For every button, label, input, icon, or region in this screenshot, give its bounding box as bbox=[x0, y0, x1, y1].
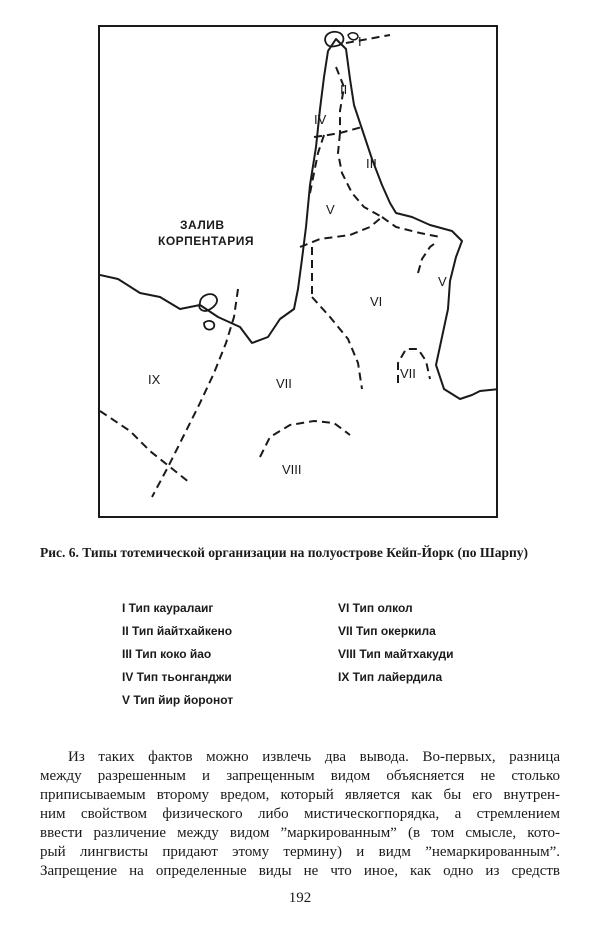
text-line: ним свойством физического либо мистическогпорядка, а стремлением bbox=[40, 806, 560, 822]
island bbox=[199, 294, 217, 311]
figure-caption: Рис. 6. Типы тотемической организации на полуострове Кейп-Йорк (по Шарпу) bbox=[40, 545, 528, 560]
boundary bbox=[338, 133, 382, 217]
boundary bbox=[260, 421, 350, 457]
region-label-IV: IV bbox=[314, 112, 327, 127]
boundary bbox=[100, 411, 190, 483]
boundary bbox=[312, 297, 362, 389]
legend-left-column bbox=[122, 597, 233, 712]
region-label-V-east: V bbox=[438, 274, 447, 289]
region-label-VII-center: VII bbox=[276, 376, 292, 391]
cape-york-map bbox=[100, 27, 498, 518]
body-paragraph bbox=[40, 748, 560, 881]
legend-item: I Тип кауралаиг bbox=[122, 601, 214, 615]
boundary bbox=[418, 241, 438, 273]
legend-item: III Тип коко йао bbox=[122, 647, 212, 661]
page-number: 192 bbox=[288, 890, 312, 906]
legend-item: IX Тип лайердила bbox=[338, 670, 443, 684]
legend-item: IV Тип тьонганджи bbox=[122, 670, 232, 684]
region-label-VIII: VIII bbox=[282, 462, 302, 477]
legend-item: II Тип йайтхайкено bbox=[122, 624, 233, 638]
island bbox=[348, 33, 358, 40]
map-figure bbox=[98, 25, 498, 518]
boundary bbox=[314, 127, 362, 137]
legend-item: VI Тип олкол bbox=[338, 601, 413, 615]
region-label-I: I bbox=[358, 34, 362, 49]
boundary bbox=[382, 217, 440, 237]
text-line: Из таких фактов можно извлечь два вывода. Во-первых, разница bbox=[68, 749, 560, 765]
gulf-label-line1: ЗАЛИВ bbox=[180, 218, 225, 232]
region-label-V-west: V bbox=[326, 202, 335, 217]
island bbox=[204, 321, 214, 330]
text-line: между разрешенным и запрещенным видом объясняется не столько bbox=[40, 768, 560, 784]
boundary bbox=[336, 67, 344, 133]
legend-right-column bbox=[338, 597, 454, 689]
legend-item: VIII Тип майтхакуди bbox=[338, 647, 454, 661]
text-line: Запрещение на определенные виды не что иное, как одно из средств bbox=[40, 863, 560, 879]
legend-item: V Тип йир йоронот bbox=[122, 693, 234, 707]
region-label-II: II bbox=[340, 82, 348, 97]
boundary bbox=[300, 217, 382, 247]
text-line: ввести различение между видом ”маркированным” (в том смысле, кото- bbox=[40, 825, 560, 841]
text-line: приписываемым второму вредом, который является как бы его внутрен- bbox=[40, 787, 560, 803]
legend-item: VII Тип океркила bbox=[338, 624, 436, 638]
region-label-IX: IX bbox=[148, 372, 161, 387]
gulf-label-line2: КОРПЕНТАРИЯ bbox=[158, 234, 254, 248]
region-label-VI: VI bbox=[370, 294, 383, 309]
coastline bbox=[100, 39, 498, 399]
text-line: рый лингвисты придают этому термину) и видм ”немаркированным”. bbox=[40, 844, 560, 860]
region-label-VII-east: VII bbox=[400, 366, 416, 381]
region-label-III: III bbox=[366, 156, 377, 171]
island bbox=[325, 32, 343, 47]
